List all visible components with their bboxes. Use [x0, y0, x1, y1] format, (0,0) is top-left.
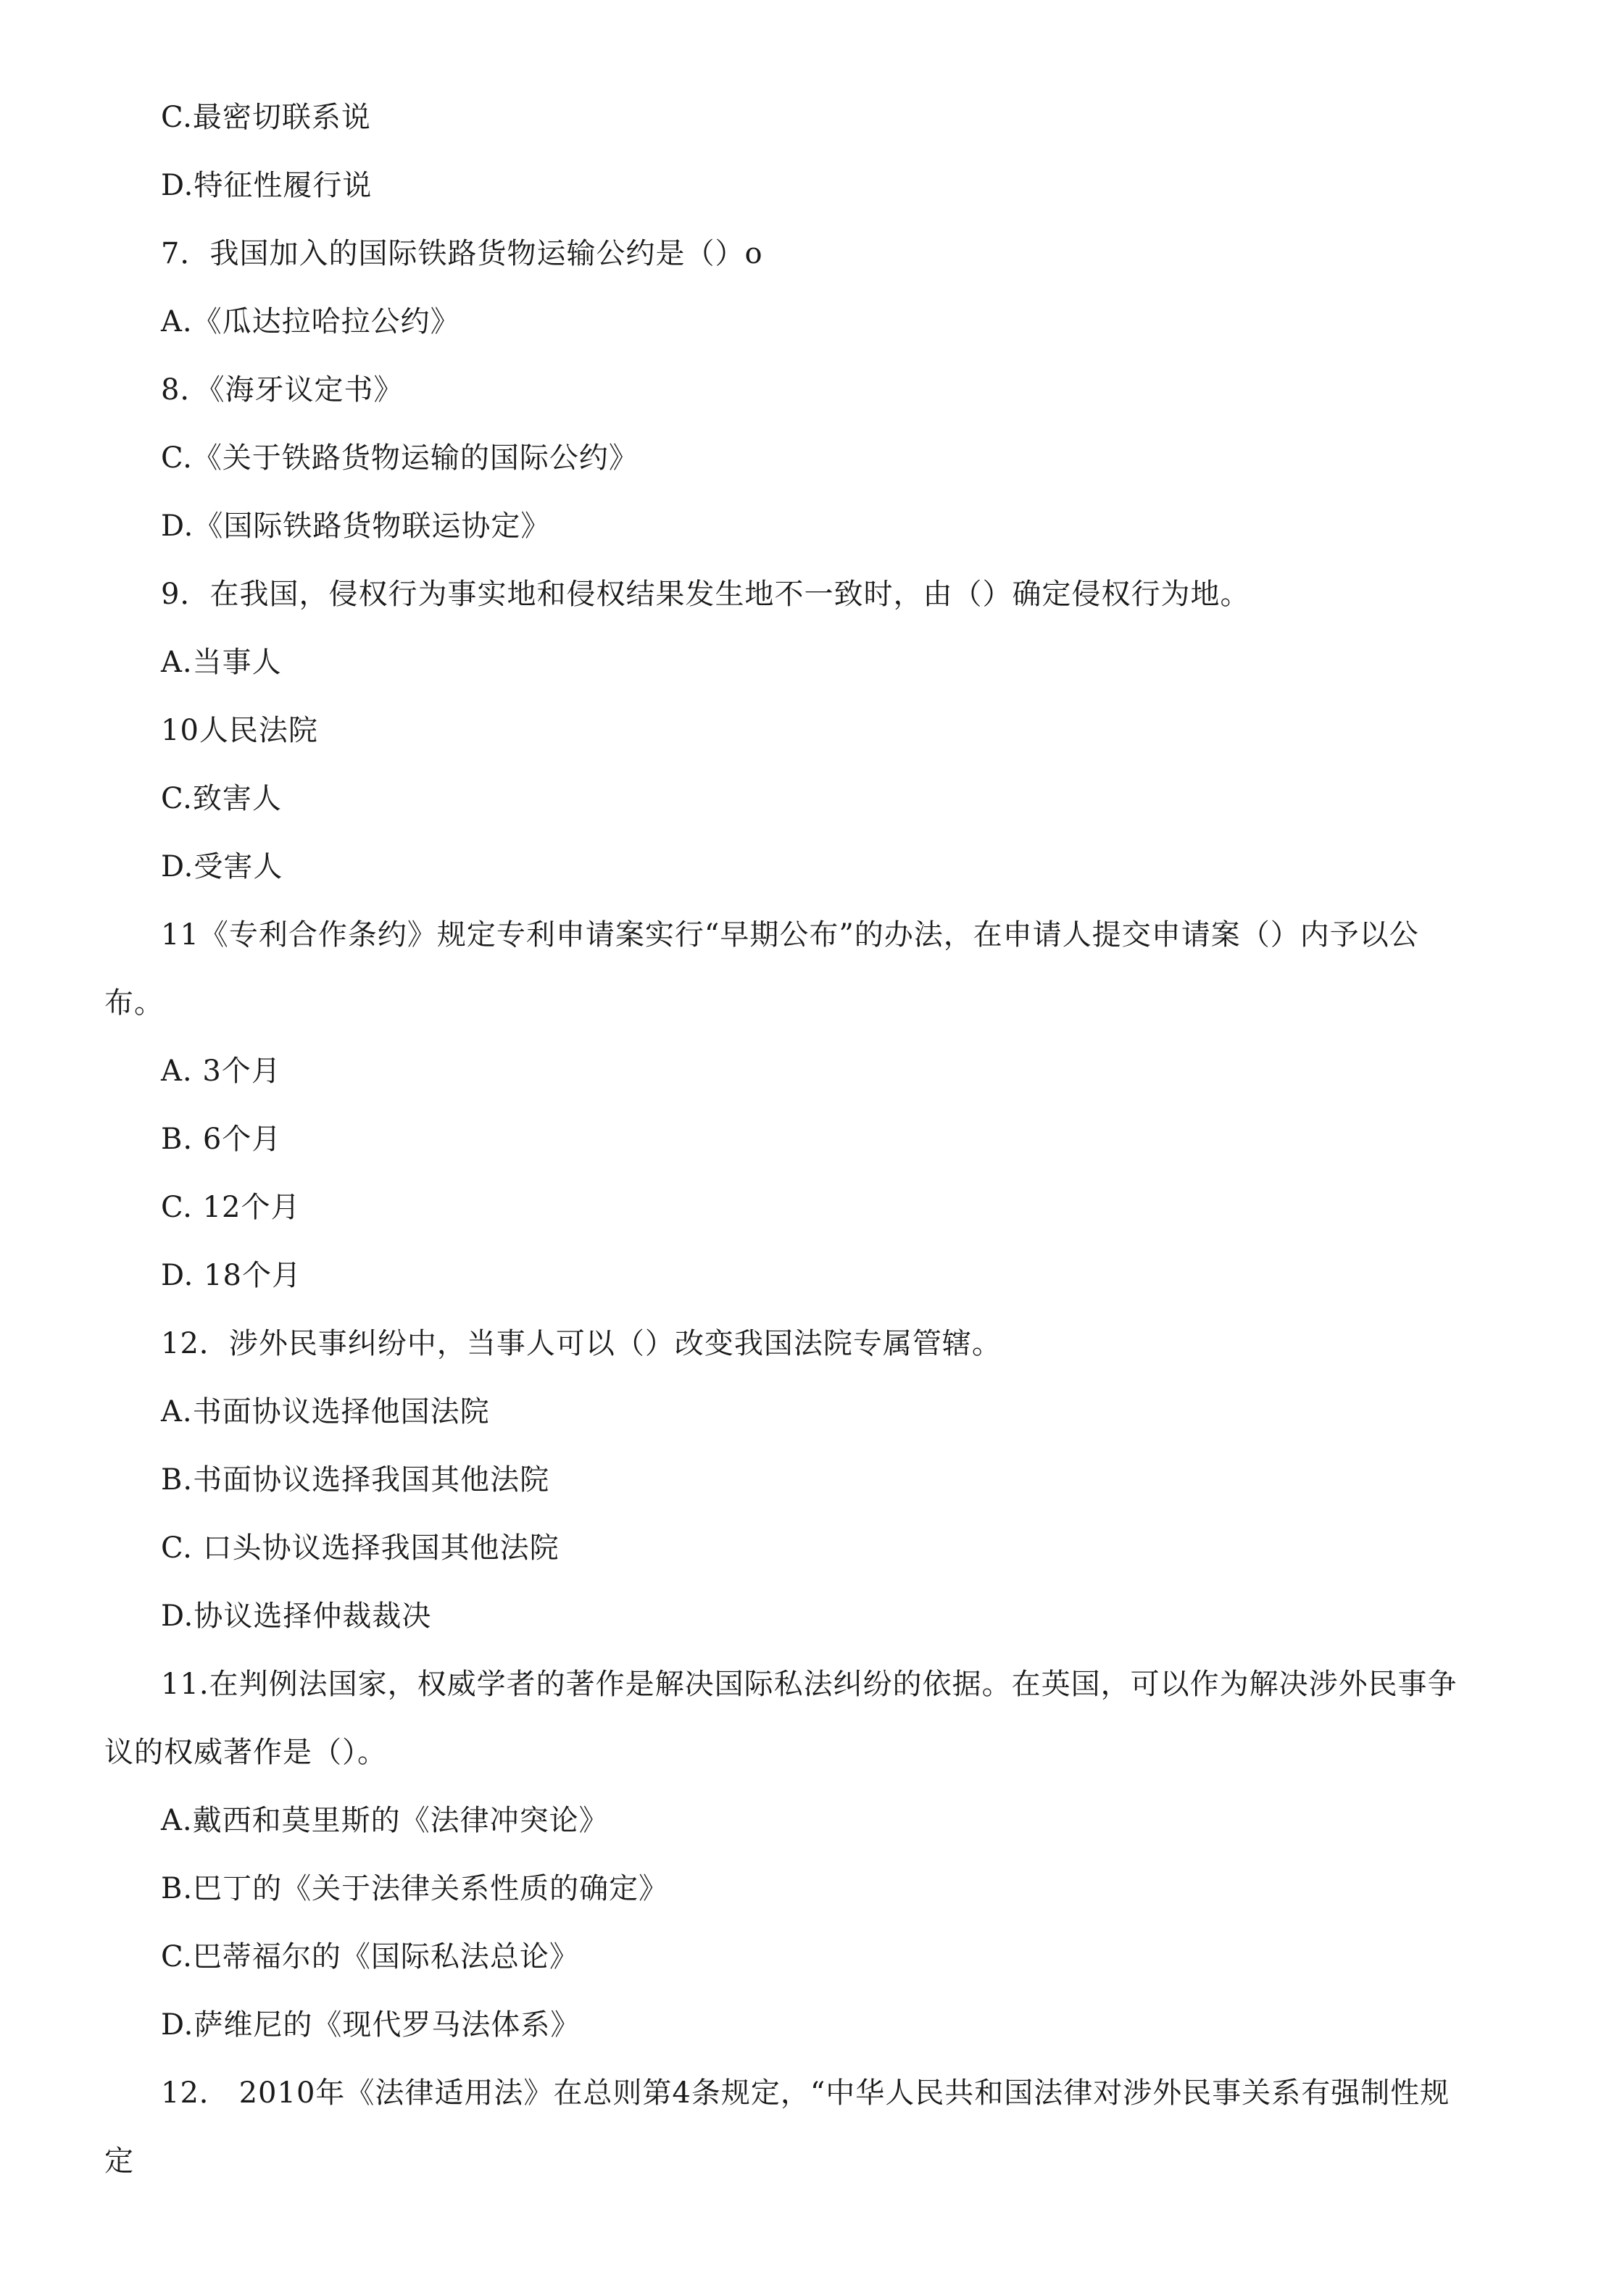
- question-7-option-b: 8．《海牙议定书》: [161, 373, 404, 407]
- question-11-authority-option-c: C.巴蒂福尔的《国际私法总论》: [161, 1940, 579, 1973]
- question-7: 7．我国加入的国际铁路货物运输公约是（）o: [161, 237, 763, 270]
- question-7-option-a: A.《瓜达拉哈拉公约》: [161, 305, 460, 338]
- question-7-option-c: C.《关于铁路货物运输的国际公约》: [161, 441, 639, 475]
- question-12-jurisdiction-option-d: D.协议选择仲裁裁决: [161, 1600, 432, 1633]
- question-12-jurisdiction: 12．涉外民事纠纷中，当事人可以（）改变我国法院专属管辖。: [161, 1327, 1002, 1360]
- question-11-authority-line-1: 11.在判例法国家，权威学者的著作是解决国际私法纠纷的依据。在英国，可以作为解决涉外民事争: [161, 1668, 1458, 1701]
- question-9: 9．在我国，侵权行为事实地和侵权结果发生地不一致时，由（）确定侵权行为地。: [161, 578, 1250, 611]
- question-11-authority-option-d: D.萨维尼的《现代罗马法体系》: [161, 2008, 581, 2042]
- question-11-pct-option-b: B. 6个月: [161, 1123, 282, 1156]
- question-12-jurisdiction-option-c: C. 口头协议选择我国其他法院: [161, 1531, 560, 1565]
- question-11-pct-option-a: A. 3个月: [161, 1055, 281, 1088]
- question-11-pct-option-d: D. 18个月: [161, 1259, 302, 1292]
- question-9-option-b: 10人民法院: [161, 714, 318, 747]
- question-9-option-c: C.致害人: [161, 782, 282, 815]
- question-11-authority-option-b: B.巴丁的《关于法律关系性质的确定》: [161, 1872, 669, 1905]
- question-7-option-d: D.《国际铁路货物联运协定》: [161, 509, 551, 543]
- question-9-option-d: D.受害人: [161, 850, 283, 883]
- question-12-applicable-law-line-1: 12． 2010年《法律适用法》在总则第4条规定，“中华人民共和国法律对涉外民事关系有强制性规: [161, 2076, 1450, 2110]
- question-12-jurisdiction-option-a: A.书面协议选择他国法院: [161, 1395, 490, 1428]
- question-11-pct-option-c: C. 12个月: [161, 1191, 301, 1224]
- question-11-pct-line-2: 布。: [104, 986, 164, 1020]
- option-d-characteristic-performance: D.特征性履行说: [161, 169, 373, 202]
- question-11-authority-option-a: A.戴西和莫里斯的《法律冲突论》: [161, 1804, 609, 1837]
- question-11-pct-line-1: 11《专利合作条约》规定专利申请案实行“早期公布”的办法，在申请人提交申请案（）内予以公: [161, 918, 1419, 952]
- question-9-option-a: A.当事人: [161, 646, 282, 679]
- question-12-applicable-law-line-2: 定: [104, 2145, 134, 2178]
- question-11-authority-line-2: 议的权威著作是（）。: [104, 1736, 387, 1769]
- question-12-jurisdiction-option-b: B.书面协议选择我国其他法院: [161, 1463, 550, 1497]
- option-c-closest-connection: C.最密切联系说: [161, 101, 371, 134]
